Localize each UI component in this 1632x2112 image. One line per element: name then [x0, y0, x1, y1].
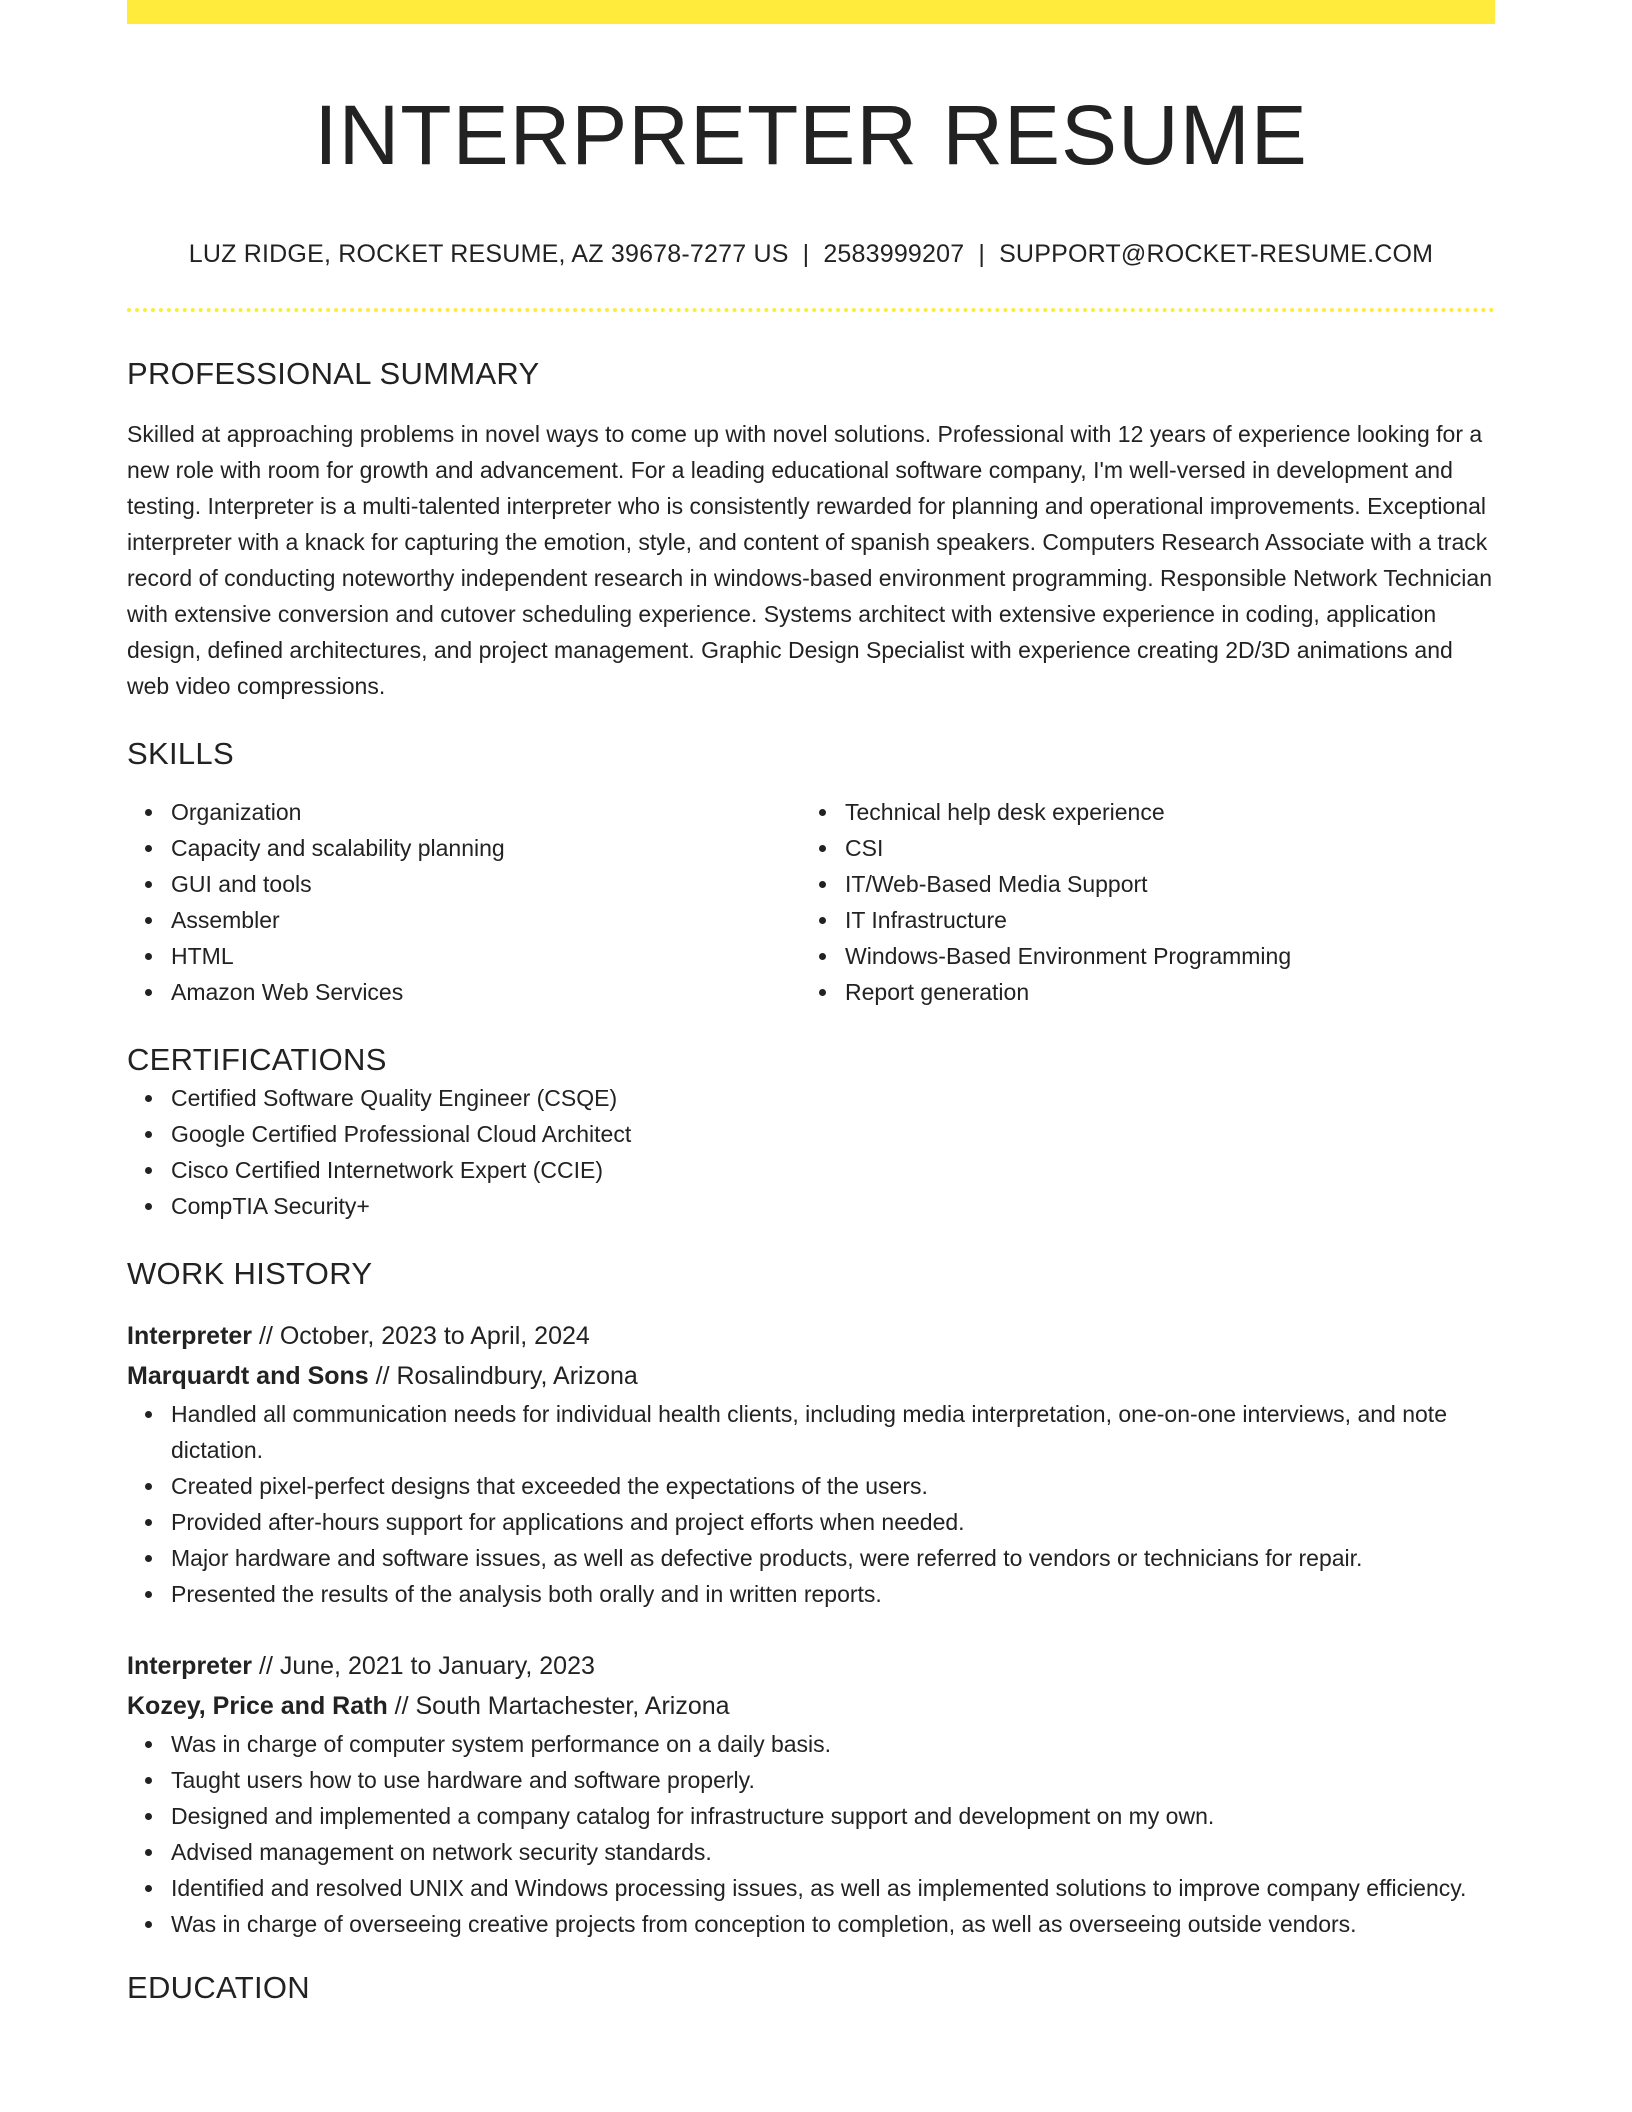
job-location: // South Martachester, Arizona — [394, 1692, 730, 1720]
summary-text: Skilled at approaching problems in novel ways to come up with novel solutions. Professional with 12 years of experience looking for a new role with room for growth and advancement. For a leading educational software company, I'm well-versed in development and testing. Interpreter is a multi-talented interpreter who is consistently rewarded for planning and operational improvements. Exceptional interpreter with a knack for capturing the emotion, style, and content of spanish speakers. Computers Research Associate with a track record of conducting noteworthy independent research in windows-based environment programming. Responsible Network Technician with extensive conversion and cutover scheduling experience. Systems architect with extensive experience in coding, application design, defined architectures, and project management. Graphic Design Specialist with experience creating 2D/3D animations and web video compressions. — [127, 421, 1492, 699]
job-bullet: Presented the results of the analysis both orally and in written reports. — [171, 1576, 1495, 1612]
certifications-heading: CERTIFICATIONS — [127, 1042, 387, 1077]
contact-phone: 2583999207 — [823, 240, 965, 268]
resume-content — [127, 24, 1495, 2008]
contact-separator: | — [978, 240, 986, 268]
job-title: Interpreter — [127, 1652, 253, 1680]
certification-item: Google Certified Professional Cloud Architect — [171, 1116, 1495, 1152]
job-entry — [127, 1316, 1495, 1612]
skill-item: Report generation — [845, 974, 1475, 1010]
contact-email: SUPPORT@ROCKET-RESUME.COM — [999, 240, 1434, 268]
job-bullets — [127, 1396, 1495, 1612]
certification-item: Cisco Certified Internetwork Expert (CCIE) — [171, 1152, 1495, 1188]
job-company-line — [127, 1356, 1495, 1396]
skill-item: Organization — [171, 794, 801, 830]
skill-item: Assembler — [171, 902, 801, 938]
job-company: Kozey, Price and Rath — [127, 1692, 388, 1720]
skills-column-right — [801, 794, 1475, 1010]
job-bullet: Advised management on network security standards. — [171, 1834, 1495, 1870]
skill-item: Windows-Based Environment Programming — [845, 938, 1475, 974]
job-dates: // June, 2021 to January, 2023 — [259, 1652, 595, 1680]
skills-column-left — [127, 794, 801, 1010]
page-title: INTERPRETER RESUME — [314, 88, 1308, 182]
job-bullet: Was in charge of computer system performance on a daily basis. — [171, 1726, 1495, 1762]
skill-item: IT/Web-Based Media Support — [845, 866, 1475, 902]
job-entry — [127, 1646, 1495, 1942]
certification-item: CompTIA Security+ — [171, 1188, 1495, 1224]
contact-address: LUZ RIDGE, ROCKET RESUME, AZ 39678-7277 US — [188, 240, 789, 268]
job-bullet: Provided after-hours support for applications and project efforts when needed. — [171, 1504, 1495, 1540]
job-bullet: Designed and implemented a company catalog for infrastructure support and development on my own. — [171, 1798, 1495, 1834]
job-bullet: Was in charge of overseeing creative projects from conception to completion, as well as overseeing outside vendors. — [171, 1906, 1495, 1942]
skill-item: Capacity and scalability planning — [171, 830, 801, 866]
work-history-heading: WORK HISTORY — [127, 1256, 373, 1291]
contact-line — [127, 236, 1495, 272]
skill-item: IT Infrastructure — [845, 902, 1475, 938]
certifications-list — [127, 1080, 1495, 1224]
skill-item: CSI — [845, 830, 1475, 866]
job-title-line — [127, 1316, 1495, 1356]
skill-item: GUI and tools — [171, 866, 801, 902]
skills-list-right — [801, 794, 1475, 1010]
job-bullets — [127, 1726, 1495, 1942]
job-bullet: Handled all communication needs for individual health clients, including media interpretation, one-on-one interviews, and note dictation. — [171, 1396, 1495, 1468]
job-bullet: Major hardware and software issues, as well as defective products, were referred to vendors or technicians for repair. — [171, 1540, 1495, 1576]
job-company-line — [127, 1686, 1495, 1726]
skills-grid — [127, 794, 1495, 1010]
summary-heading: PROFESSIONAL SUMMARY — [127, 356, 540, 391]
job-bullet: Taught users how to use hardware and software properly. — [171, 1762, 1495, 1798]
job-location: // Rosalindbury, Arizona — [375, 1362, 638, 1390]
job-company: Marquardt and Sons — [127, 1362, 369, 1390]
job-dates: // October, 2023 to April, 2024 — [259, 1322, 590, 1350]
certification-item: Certified Software Quality Engineer (CSQE) — [171, 1080, 1495, 1116]
skill-item: Technical help desk experience — [845, 794, 1475, 830]
contact-separator: | — [802, 240, 810, 268]
job-bullet: Identified and resolved UNIX and Windows processing issues, as well as implemented solutions to improve company efficiency. — [171, 1870, 1495, 1906]
job-title-line — [127, 1646, 1495, 1686]
skill-item: Amazon Web Services — [171, 974, 801, 1010]
dotted-divider — [127, 308, 1495, 312]
job-title: Interpreter — [127, 1322, 253, 1350]
skill-item: HTML — [171, 938, 801, 974]
accent-bar — [127, 0, 1495, 24]
skills-heading: SKILLS — [127, 736, 234, 771]
skills-list-left — [127, 794, 801, 1010]
education-heading: EDUCATION — [127, 1970, 310, 2005]
job-bullet: Created pixel-perfect designs that exceeded the expectations of the users. — [171, 1468, 1495, 1504]
